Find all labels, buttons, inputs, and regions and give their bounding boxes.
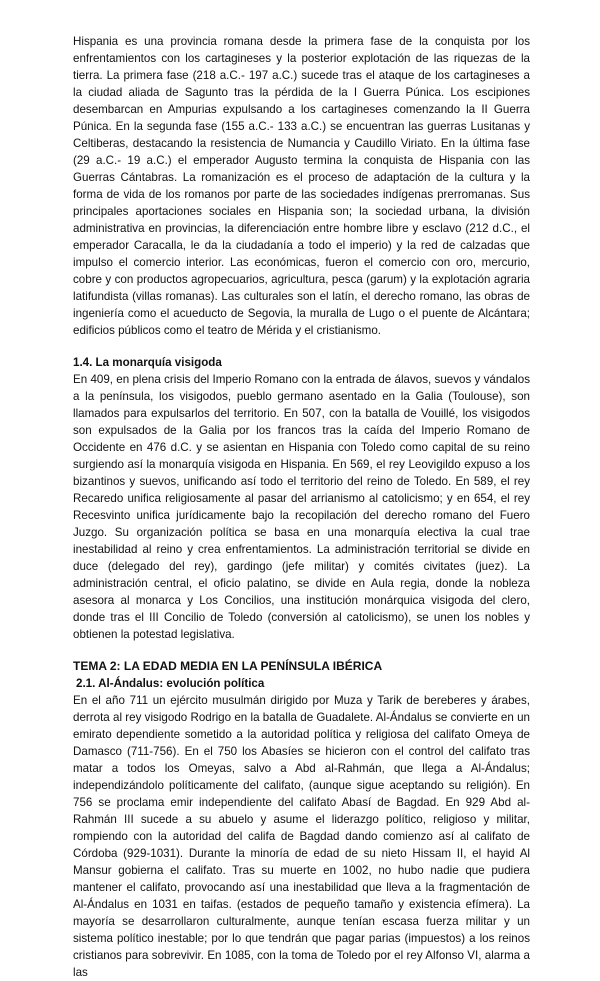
- intro-paragraph: Hispania es una provincia romana desde la primera fase de la conquista por los enfrentamientos con los cartagineses y la posterior explotación de las riquezas de la tierra. La primera fase (218 a.C.- 197 a.C.) sucede tras el ataque de los cartagineses a la ciudad aliada de Sagunto tras la pérdida de la I Guerra Púnica. Los escipiones desembarcan en Ampurias expulsando a los cartagineses comenzando la II Guerra Púnica. En la segunda fase (155 a.C.- 133 a.C.) se encuentran las guerras Lusitanas y Celtiberas, destacando la resistencia de Numancia y Caudillo Viriato. En la última fase (29 a.C.- 19 a.C.) el emperador Augusto termina la conquista de Hispania con las Guerras Cántabras. La romanización es el proceso de adaptación de la cultura y la forma de vida de los romanos por parte de las sociedades indígenas prerromanas. Sus principales aportaciones sociales en Hispania son; la sociedad urbana, la división administrativa en provincias, la diferenciación entre hombre libre y esclavo (212 d.C., el emperador Caracalla, le da la ciudadanía a todo el imperio) y la red de calzadas que impulso el comercio interior. Las económicas, fueron el comercio con oro, mercurio, cobre y con productos agropecuarios, agricultura, pesca (garum) y la explotación agraria latifundista (villas romanas). Las culturales son el latín, el derecho romano, las obras de ingeniería como el acueducto de Segovia, la muralla de Lugo o el puente de Alcántara; edificios públicos como el teatro de Mérida y el cristianismo.: [73, 35, 530, 337]
- section-heading-visigoda: 1.4. La monarquía visigoda: [73, 356, 222, 369]
- visigoda-paragraph: En 409, en plena crisis del Imperio Romano con la entrada de álavos, suevos y vándalos a la península, los visigodos, pueblo germano asentado en la Galia (Toulouse), son llamados para expulsarlos del territorio. En 507, con la batalla de Vouillé, los visigodos son expulsados de la Galia por los francos tras la caída del Imperio Romano de Occidente en 476 d.C. y se asientan en Hispania con Toledo como capital de su reino surgiendo así la monarquía visigoda en Hispania. En 569, el rey Leovigildo expuso a los bizantinos y suevos, unificando así todo el territorio del reino de Toledo. En 589, el rey Recaredo unifica religiosamente al pasar del arrianismo al catolicismo; y en 654, el rey Recesvinto unifica jurídicamente bajo la recopilación del derecho romano del Fuero Juzgo. Su organización política se basa en una monarquía electiva la cual trae inestabilidad al reino y crea enfrentamientos. La administración territorial se divide en duce (delegado del rey), gardingo (jefe militar) y comités civitates (juez). La administración central, el oficio palatino, se divide en Aula regia, donde la nobleza asesora al monarca y Los Concilios, una institución monárquica visigoda del clero, donde tras el III Concilio de Toledo (conversión al catolicismo), se unen los nobles y obtienen la potestad legislativa.: [73, 373, 530, 641]
- tema-2-heading: TEMA 2: LA EDAD MEDIA EN LA PENÍNSULA IBÉRICA: [73, 659, 383, 673]
- al-andalus-paragraph: En el año 711 un ejército musulmán dirigido por Muza y Tarik de bereberes y árabes, derrota al rey visigodo Rodrigo en la batalla de Guadalete. Al-Ándalus se convierte en un emirato dependiente sometido a la autoridad política y religiosa del califato Omeya de Damasco (711-756). En el 750 los Abasíes se hicieron con el control del califato tras matar a todos los Omeyas, salvo a Abd al-Rahmán, que llega a Al-Ándalus; independizándolo políticamente del califato, (aunque sigue aceptando su religión). En 756 se proclama emir independiente del califato Abasí de Bagdad. En 929 Abd al-Rahmán III sucede a su abuelo y asume el liderazgo político, religioso y militar, rompiendo con la autoridad del califa de Bagdad dando comienzo así al califato de Córdoba (929-1031). Durante la minoría de edad de su nieto Hissam II, el hayid Al Mansur gobierna el califato. Tras su muerte en 1002, no hubo nadie que pudiera mantener el califato, provocando así una inestabilidad que lleva a la fragmentación de Al-Ándalus en 1031 en taifas. (estados de pequeño tamaño y existencia efímera). La mayoría se desarrollaron culturalmente, aunque tenían escasa fuerza militar y un sistema político inestable; por lo que tendrán que pagar parias (impuestos) a los reinos cristianos para sobrevivir. En 1085, con la toma de Toledo por el rey Alfonso VI, alarma a las: [73, 694, 530, 979]
- document-page: [73, 33, 530, 981]
- al-andalus-subheading: 2.1. Al-Ándalus: evolución política: [76, 677, 265, 690]
